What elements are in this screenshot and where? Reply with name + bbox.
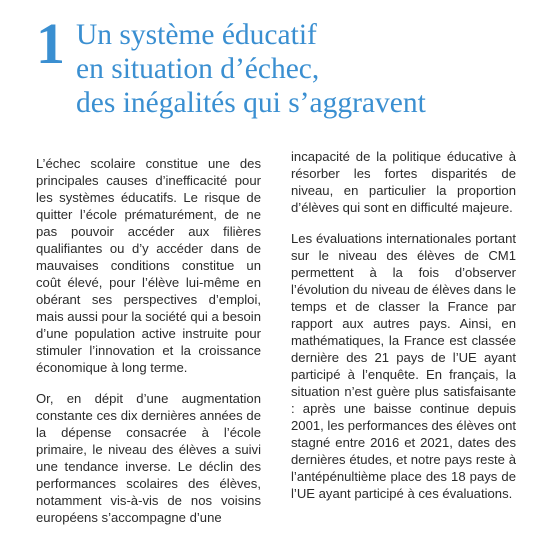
body-paragraph: Les évaluations internationales portant sur le niveau des élèves de CM1 permettent à la fois d’observer l’évolution du niveau de élèves dans le temps et de classer la France par rapport aux autres pays. Ainsi, en mathématiques, la France est classée dernière des 21 pays de l’UE ayant participé à l’enquête. En français, la situation n’est guère plus satisfaisante : après une baisse continue depuis 2001, les performances des élèves ont stagné entre 2016 et 2021, dates des dernières études, et notre pays reste à l’antépénultième place des 18 pays de l’UE ayant participé à ces évaluations. <box>291 231 516 501</box>
body-paragraph: Or, en dépit d’une augmentation constante ces dix dernières années de la dépense consacrée à l’école primaire, le niveau des élèves a suivi une tendance inverse. Le déclin des performances scolaires des élèves, notamment vis-à-vis de nos voisins européens s’accompagne d’une <box>36 391 261 525</box>
chapter-heading <box>36 8 536 120</box>
left-text-column <box>36 155 261 540</box>
chapter-title <box>76 18 536 120</box>
body-paragraph: incapacité de la politique éducative à résorber les fortes disparités de niveau, en particulier la proportion d’élèves qui sont en difficulté majeure. <box>291 149 516 215</box>
body-paragraph: L’échec scolaire constitue une des principales causes d’inefficacité pour les systèmes éducatifs. Le risque de quitter l’école prématurément, de ne pas pouvoir accéder aux filières qualifiantes ou d’y accéder dans de mauvaises conditions constitue un coût élevé, pour l’élève lui-même en obérant ses perspectives d’emploi, mais aussi pour la société qui a besoin d’une population active instruite pour stimuler l’innovation et la croissance économique à long terme. <box>36 156 261 375</box>
chapter-number: 1 <box>36 11 65 76</box>
chapter-title-line: Un système éducatif <box>76 19 317 51</box>
chapter-title-line: des inégalités qui s’aggravent <box>76 87 426 119</box>
chapter-title-line: en situation d’échec, <box>76 53 320 85</box>
right-text-column <box>291 148 516 516</box>
